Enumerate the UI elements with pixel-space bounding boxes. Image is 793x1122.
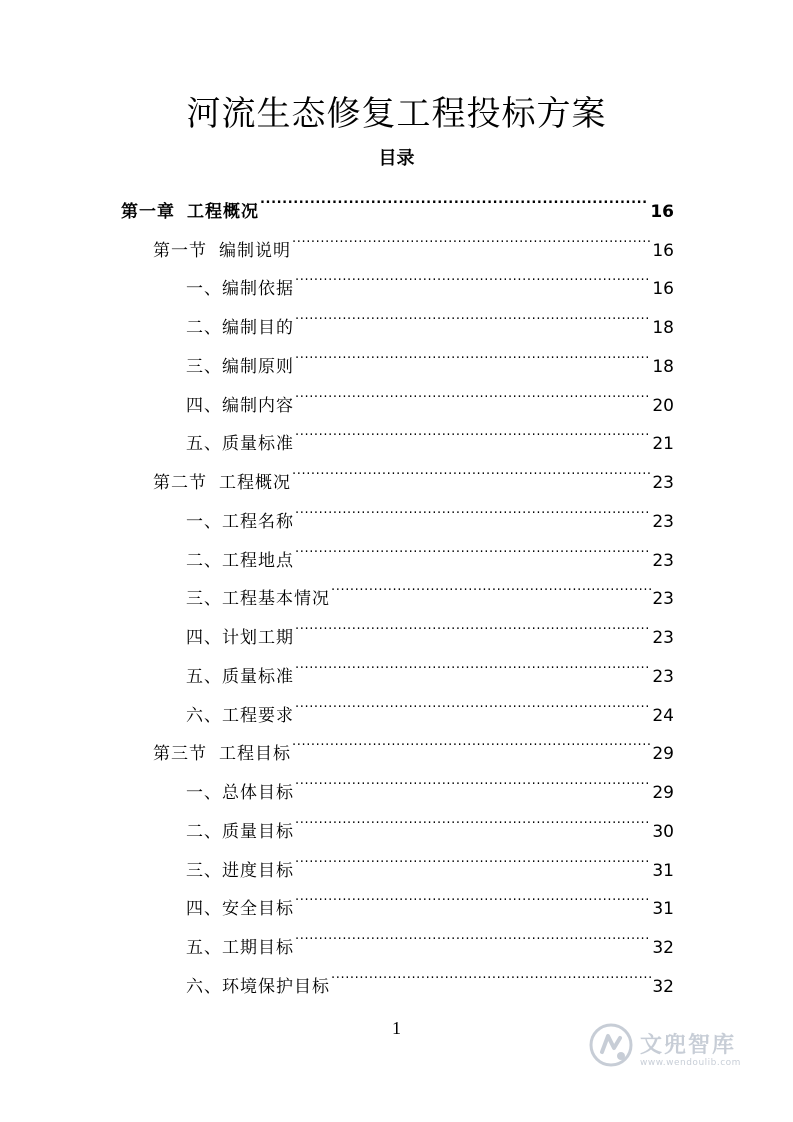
- toc-entry[interactable]: [0, 914, 793, 958]
- toc-entry-label: 三、进度目标: [186, 860, 294, 881]
- toc-entry[interactable]: [0, 721, 793, 765]
- toc-entry-label: 三、工程基本情况: [186, 589, 330, 610]
- toc-entry[interactable]: [0, 488, 793, 532]
- toc-dot-leader: [292, 217, 651, 256]
- toc-page-number: 31: [652, 899, 674, 920]
- toc-entry[interactable]: [0, 294, 793, 338]
- page-title: 河流生态修复工程投标方案: [186, 94, 607, 134]
- toc-page-number: 24: [652, 705, 674, 726]
- toc-dot-leader: [260, 178, 649, 217]
- toc-entry[interactable]: [0, 178, 793, 222]
- toc-page-number: 21: [652, 434, 674, 455]
- toc-page-number: 29: [652, 783, 674, 803]
- toc-dot-leader: [295, 527, 651, 566]
- toc-entry[interactable]: [0, 372, 793, 416]
- toc-entry-label: 二、工程地点: [186, 550, 294, 571]
- toc-dot-leader: [295, 643, 651, 682]
- toc-entry[interactable]: [0, 682, 793, 726]
- toc-page-number: 32: [652, 976, 674, 997]
- toc-page-number: 16: [650, 201, 674, 222]
- toc-page-number: 30: [652, 821, 674, 842]
- toc-entry[interactable]: [0, 604, 793, 648]
- toc-page-number: 18: [652, 356, 674, 377]
- toc-dot-leader: [295, 914, 651, 953]
- toc-page-number: 31: [652, 860, 674, 881]
- toc-entry-label: 一、总体目标: [186, 783, 294, 803]
- toc-heading: 目录: [378, 148, 415, 169]
- toc-entry-label: 二、编制目的: [186, 318, 294, 338]
- toc-entry[interactable]: [0, 798, 793, 842]
- toc-page-number: 23: [652, 628, 674, 648]
- toc-dot-leader: [295, 604, 651, 643]
- toc-entry[interactable]: [0, 837, 793, 881]
- toc-entry[interactable]: [0, 643, 793, 687]
- toc-entry-label: 五、质量标准: [186, 434, 294, 455]
- toc-entry-label: 五、工期目标: [186, 938, 294, 958]
- toc-entry[interactable]: [0, 876, 793, 920]
- toc-entry-label: 第一节 编制说明: [153, 240, 291, 261]
- toc-dot-leader: [295, 682, 651, 721]
- toc-page-number: 23: [652, 511, 674, 532]
- toc-dot-leader: [295, 837, 651, 876]
- toc-dot-leader: [295, 294, 651, 333]
- toc-entry[interactable]: [0, 217, 793, 261]
- table-of-contents: [0, 178, 793, 997]
- toc-dot-leader: [295, 372, 651, 411]
- toc-page-number: 23: [652, 666, 674, 687]
- toc-page-number: 20: [652, 395, 674, 416]
- toc-entry-label: 一、编制依据: [186, 279, 294, 300]
- toc-dot-leader: [295, 798, 651, 837]
- toc-entry-label: 第三节 工程目标: [153, 744, 291, 765]
- toc-page-number: 16: [652, 279, 674, 300]
- toc-entry-label: 六、环境保护目标: [186, 976, 330, 997]
- toc-entry[interactable]: [0, 411, 793, 455]
- toc-entry-label: 第一章 工程概况: [121, 201, 259, 222]
- toc-entry-label: 第二节 工程概况: [153, 473, 291, 493]
- toc-page-number: 16: [652, 240, 674, 261]
- toc-dot-leader: [295, 759, 651, 798]
- toc-entry[interactable]: [0, 759, 793, 803]
- page-number: 1: [392, 1018, 401, 1038]
- toc-entry-label: 四、安全目标: [186, 899, 294, 920]
- toc-entry[interactable]: [0, 527, 793, 571]
- toc-dot-leader: [292, 449, 651, 488]
- toc-dot-leader: [292, 721, 651, 760]
- toc-dot-leader: [331, 566, 651, 605]
- toc-dot-leader: [295, 488, 651, 527]
- toc-entry-label: 五、质量标准: [186, 666, 294, 687]
- toc-dot-leader: [295, 411, 651, 450]
- toc-entry-label: 四、计划工期: [186, 628, 294, 648]
- toc-entry-label: 一、工程名称: [186, 511, 294, 532]
- toc-entry[interactable]: [0, 449, 793, 493]
- toc-entry[interactable]: [0, 566, 793, 610]
- watermark-brand: 文兜智库: [640, 1033, 737, 1058]
- toc-dot-leader: [295, 256, 651, 295]
- toc-entry-label: 六、工程要求: [186, 705, 294, 726]
- toc-page-number: 32: [652, 938, 674, 958]
- toc-page-number: 23: [652, 473, 674, 493]
- toc-entry-label: 四、编制内容: [186, 395, 294, 416]
- toc-page-number: 29: [652, 744, 674, 765]
- toc-entry[interactable]: [0, 256, 793, 300]
- toc-entry-label: 三、编制原则: [186, 356, 294, 377]
- toc-page-number: 23: [652, 550, 674, 571]
- toc-entry-label: 二、质量目标: [186, 821, 294, 842]
- toc-entry[interactable]: [0, 953, 793, 997]
- toc-entry[interactable]: [0, 333, 793, 377]
- toc-page-number: 18: [652, 318, 674, 338]
- watermark-url: www.wendoulib.com: [640, 1058, 741, 1068]
- toc-page-number: 23: [652, 589, 674, 610]
- toc-dot-leader: [295, 876, 651, 915]
- toc-dot-leader: [331, 953, 651, 992]
- toc-dot-leader: [295, 333, 651, 372]
